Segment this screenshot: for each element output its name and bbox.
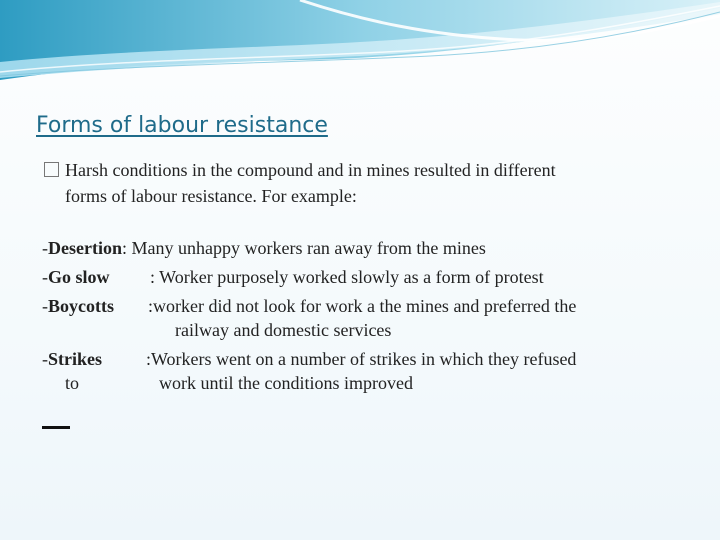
list-item-strikes-to: to — [65, 373, 80, 393]
list-item-go-slow-text: : Worker purposely worked slowly as a form of protest — [150, 267, 544, 287]
intro-line-2: forms of labour resistance. For example: — [65, 186, 357, 206]
header-wave-decoration — [0, 0, 720, 90]
slide-title: Forms of labour resistance — [36, 113, 328, 138]
item-text: : Many unhappy workers ran away from the mines — [121, 238, 486, 258]
item-dash: - — [42, 238, 48, 258]
end-dash-mark — [42, 426, 70, 429]
list-item-boycotts-term — [42, 296, 114, 317]
list-item-strikes-term — [42, 349, 102, 370]
list-item-strikes-text: :Workers went on a number of strikes in which they refused — [146, 349, 577, 369]
item-term: Go slow — [48, 267, 110, 287]
item-dash: - — [42, 349, 48, 369]
item-dash: - — [42, 267, 48, 287]
item-term: Strikes — [48, 349, 102, 369]
item-dash: - — [42, 296, 48, 316]
list-item-go-slow-term — [42, 267, 110, 288]
list-item-boycotts-text-2: railway and domestic services — [175, 320, 392, 340]
checkbox-bullet-icon — [44, 162, 59, 177]
item-term: Desertion — [48, 238, 122, 258]
list-item-strikes-text-2: work until the conditions improved — [159, 373, 413, 393]
list-item-boycotts-text: :worker did not look for work a the mines and preferred the — [148, 296, 577, 316]
list-item-desertion — [42, 238, 486, 259]
intro-line-1: Harsh conditions in the compound and in mines resulted in different — [65, 160, 556, 180]
intro-bullet — [44, 157, 684, 209]
item-term: Boycotts — [48, 296, 114, 316]
